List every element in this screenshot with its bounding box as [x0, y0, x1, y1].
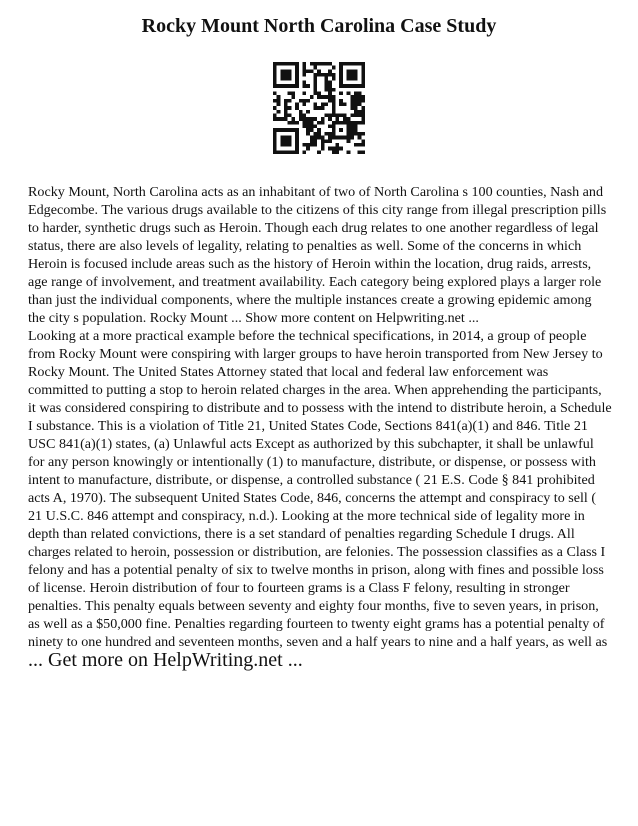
get-more-link[interactable]: ... Get more on HelpWriting.net ... [28, 649, 303, 671]
qr-code-graphic [273, 62, 365, 154]
paragraph-intro: Rocky Mount, North Carolina acts as an inhabitant of two of North Carolina s 100 counties, Nash and Edgecombe. The various drugs available to the citizens of this city range from illegal prescription pills to harder, synthetic drugs such as Heroin. Though each drug relates to one another regardless of legal status, there are also levels of legality, relating to penalties as well. Some of the concerns in which Heroin is focused include areas such as the history of Heroin within the location, drug raids, arrests, age range of involvement, and treatment availability. Each category being explored plays a larger role than just the individual components, where the multiple instances create a growing epidemic among the city s population. Rocky Mount ... Show more content on Helpwriting.net ... [28, 184, 607, 326]
paragraph-main: Looking at a more practical example before the technical specifications, in 2014, a group of people from Rocky Mount were conspiring with larger groups to have heroin transported from New Jersey to Rocky Mount. The United States Attorney stated that local and federal law enforcement was committed to putting a stop to heroin related charges in the area. When apprehending the participants, it was considered conspiring to distribute and to possess with the intend to distribute heroin, a Schedule I substance. This is a violation of Title 21, United States Code, Sections 841(a)(1) and 846. Title 21 USC 841(a)(1) states, (a) Unlawful acts Except as authorized by this subchapter, it shall be unlawful for any person knowingly or intentionally (1) to manufacture, distribute, or dispense, or possess with intent to manufacture, distribute, or dispense, a controlled substance ( 21 E.S. Code § 841 prohibited acts A, 1970). The subsequent United States Code, 846, concerns the attempt and conspiracy to sell ( 21 U.S.C. 846 attempt and conspiracy, n.d.). Looking at the more technical side of legality more in depth than related convictions, there is a set standard of penalties regarding Schedule I drugs. All charges related to heroin, possession or distribution, are felonies. The possession classifies as a Class I felony and has a potential penalty of six to twelve months in prison, along with fines and possible loss of license. Heroin distribution of four to fourteen grams is a Class F felony, resulting in stronger penalties. This penalty equals between seventy and eighty four months, five to seven years, in prison, as well as a $50,000 fine. Penalties regarding fourteen to twenty eight grams has a potential penalty of ninety to one hundred and seventeen months, seven and a half years to nine and a half years, as well as [28, 328, 612, 650]
document-body [28, 183, 612, 651]
document-title: Rocky Mount North Carolina Case Study [141, 15, 497, 37]
qr-code-icon[interactable] [273, 62, 365, 154]
